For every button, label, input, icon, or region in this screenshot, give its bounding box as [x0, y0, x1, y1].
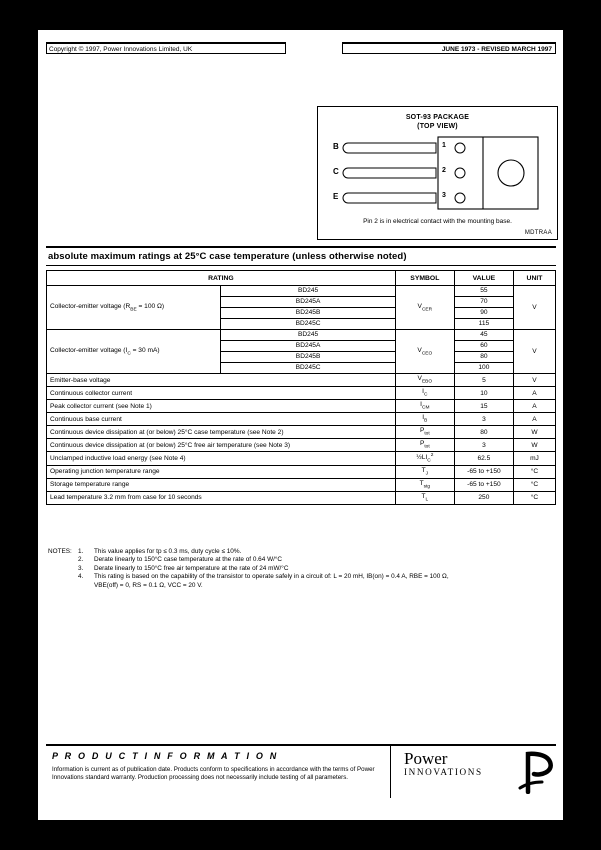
symbol-text: V — [417, 302, 422, 310]
brand-line-1: Power — [404, 749, 448, 768]
lead-label-c: C — [333, 167, 339, 176]
rating-text: Collector-emitter voltage (I — [50, 346, 128, 354]
unit: A — [513, 387, 555, 400]
absolute-maximum-ratings-table — [46, 270, 556, 505]
rating-text: Unclamped inductive load energy (see Note 4) — [47, 452, 396, 466]
part-number: BD245B — [221, 352, 394, 363]
symbol-cell — [395, 400, 454, 413]
symbol-cell — [395, 374, 454, 387]
symbol-text: V — [417, 375, 422, 383]
unit: W — [513, 426, 555, 439]
symbol-cell — [395, 478, 454, 491]
note-text: Derate linearly to 150°C free air temperature at the rate of 24 mW/°C — [94, 564, 289, 572]
value: 62.5 — [454, 452, 513, 466]
symbol-subscript: tot — [424, 431, 430, 437]
symbol-cell — [395, 286, 454, 330]
symbol-subscript: CER — [421, 307, 433, 313]
unit: mJ — [513, 452, 555, 466]
part-number: BD245A — [221, 341, 394, 352]
unit: A — [513, 413, 555, 426]
symbol-text: I — [422, 388, 424, 396]
lead-label-b: B — [333, 142, 339, 151]
rating-subscript: BE — [130, 307, 137, 313]
rating-text: Continuous device dissipation at (or below) 25°C free air temperature (see Note 3) — [47, 439, 396, 452]
value-list-cell — [454, 286, 513, 330]
package-diagram — [317, 106, 558, 240]
value: 3 — [454, 413, 513, 426]
unit: V — [513, 374, 555, 387]
symbol-subscript: L — [425, 497, 429, 503]
rating-text: Continuous base current — [47, 413, 396, 426]
drawing-code: MDTRAA — [524, 230, 552, 236]
table-row — [47, 426, 556, 439]
symbol-cell — [395, 330, 454, 374]
power-innovations-mark-icon — [516, 748, 562, 794]
revision-date: JUNE 1973 - REVISED MARCH 1997 — [342, 42, 556, 54]
unit: V — [513, 286, 555, 330]
value: 115 — [478, 320, 490, 327]
symbol-text: T — [421, 466, 426, 474]
part-number: BD245C — [295, 320, 321, 327]
column-header-unit: UNIT — [513, 271, 555, 286]
symbol-subscript: J — [425, 471, 429, 477]
table-row — [47, 465, 556, 478]
rating-text: Peak collector current (see Note 1) — [47, 400, 396, 413]
symbol-text: V — [417, 346, 422, 354]
symbol-subscript: B — [424, 418, 428, 424]
value: 3 — [454, 439, 513, 452]
pin-number-2: 2 — [442, 167, 446, 174]
table-row — [47, 400, 556, 413]
symbol-subscript: C — [427, 458, 431, 464]
rating-subscript: C — [127, 351, 131, 357]
table-row — [47, 374, 556, 387]
pin-number-1: 1 — [442, 142, 446, 149]
value: 250 — [454, 491, 513, 504]
value: -65 to +150 — [454, 478, 513, 491]
value-list-cell — [454, 330, 513, 374]
rating-text: Operating junction temperature range — [47, 465, 396, 478]
copyright-text: Copyright © 1997, Power Innovations Limited, UK — [46, 42, 286, 54]
section-title: absolute maximum ratings at 25°C case temperature (unless otherwise noted) — [46, 246, 556, 266]
page-header — [46, 42, 556, 56]
company-logo-text — [404, 750, 483, 777]
note-text: Derate linearly to 150°C case temperature at the rate of 0.64 W/°C — [94, 556, 283, 564]
note-item: 3. Derate linearly to 150°C free air temperature at the rate of 24 mW/°C — [78, 564, 289, 572]
value: 60 — [455, 341, 513, 352]
symbol-subscript: CEO — [421, 351, 433, 357]
symbol-text: T — [421, 492, 426, 500]
value: 90 — [455, 308, 513, 319]
column-header-value: VALUE — [454, 271, 513, 286]
symbol-text: I — [420, 401, 422, 409]
rating-tail: = 100 Ω) — [136, 302, 165, 310]
note-text: This rating is based on the capability of the transistor to operate safely in a circuit of: L = 20 mH, IB(on) = 0.4 A, RBE = 100 Ω, — [94, 573, 449, 581]
table-row — [47, 491, 556, 504]
symbol-subscript: C — [424, 392, 428, 398]
document-page — [38, 30, 563, 820]
symbol-text: T — [419, 479, 424, 487]
table-row — [47, 452, 556, 466]
symbol-cell — [395, 491, 454, 504]
part-number: BD245 — [221, 286, 394, 297]
unit: W — [513, 439, 555, 452]
footer-divider — [390, 746, 391, 798]
lead-label-e: E — [333, 192, 339, 201]
symbol-cell — [395, 439, 454, 452]
note-item: 2. Derate linearly to 150°C case temperature at the rate of 0.64 W/°C — [78, 556, 283, 564]
value: 15 — [454, 400, 513, 413]
table-row — [47, 330, 556, 374]
symbol-text: I — [422, 414, 425, 422]
symbol-subscript: tot — [424, 444, 430, 450]
pin-number-3: 3 — [442, 192, 446, 199]
symbol-cell — [395, 413, 454, 426]
part-number: BD245B — [221, 308, 394, 319]
unit: °C — [513, 491, 555, 504]
note-item: 4. This rating is based on the capability of the transistor to operate safely in a circuit of: L = 20 mH, IB(on) = 0.4 A, RBE = 100 Ω, — [78, 573, 449, 581]
page-footer — [46, 744, 556, 798]
table-row — [47, 439, 556, 452]
table-row — [47, 387, 556, 400]
note-item-continuation: VBE(off) = 0, RS = 0.1 Ω, VCC = 20 V. — [94, 581, 203, 589]
rating-text: Continuous collector current — [47, 387, 396, 400]
brand-line-2: INNOVATIONS — [404, 767, 483, 777]
part-number: BD245A — [221, 297, 394, 308]
unit: V — [513, 330, 555, 374]
value: 55 — [455, 286, 513, 297]
rating-text: Lead temperature 3.2 mm from case for 10 seconds — [47, 491, 396, 504]
package-note: Pin 2 is in electrical contact with the mounting base. — [363, 218, 512, 225]
rating-tail: = 30 mA) — [130, 346, 160, 354]
symbol-cell — [395, 426, 454, 439]
note-text: This value applies for tp ≤ 0.3 ms, duty cycle ≤ 10%. — [94, 548, 242, 555]
symbol-text: P — [419, 427, 425, 435]
value: 70 — [455, 297, 513, 308]
value: 80 — [455, 352, 513, 363]
table-row — [47, 478, 556, 491]
table-row — [47, 286, 556, 330]
value: -65 to +150 — [454, 465, 513, 478]
part-list-cell — [221, 286, 395, 330]
symbol-subscript: CM — [422, 405, 430, 411]
unit: °C — [513, 465, 555, 478]
value: 10 — [454, 387, 513, 400]
rating-text: Storage temperature range — [47, 478, 396, 491]
product-information-heading: P R O D U C T I N F O R M A T I O N — [52, 751, 279, 761]
part-list-cell — [221, 330, 395, 374]
table-header-row — [47, 271, 556, 286]
symbol-superscript: 2 — [430, 453, 434, 458]
column-header-rating: RATING — [47, 271, 396, 286]
symbol-text: P — [419, 440, 425, 448]
part-number: BD245 — [221, 330, 394, 341]
unit: °C — [513, 478, 555, 491]
value: 80 — [454, 426, 513, 439]
symbol-cell — [395, 465, 454, 478]
package-title-line2: (TOP VIEW) — [417, 123, 458, 130]
part-number: BD245C — [295, 364, 321, 371]
note-item: 1. This value applies for tp ≤ 0.3 ms, duty cycle ≤ 10%. — [78, 548, 242, 555]
symbol-subscript: EBO — [421, 379, 433, 385]
symbol-subscript: stg — [423, 484, 431, 490]
symbol-text: ½LI — [416, 454, 428, 462]
notes-block — [48, 548, 553, 590]
rating-text: Collector-emitter voltage (R — [50, 302, 131, 310]
value: 100 — [478, 364, 490, 371]
value: 45 — [455, 330, 513, 341]
column-header-symbol: SYMBOL — [395, 271, 454, 286]
disclaimer-text: Information is current as of publication date. Products conform to specifications in accordance with the terms of Power Innovations standard warranty. Production processing does not necessarily include testing of all parameters. — [52, 766, 375, 781]
value: 5 — [454, 374, 513, 387]
symbol-cell — [395, 452, 454, 466]
unit: A — [513, 400, 555, 413]
notes-label: NOTES: — [48, 548, 72, 555]
symbol-cell — [395, 387, 454, 400]
package-title-line1: SOT-93 PACKAGE — [405, 114, 470, 121]
rating-text: Emitter-base voltage — [47, 374, 396, 387]
rating-text: Continuous device dissipation at (or below) 25°C case temperature (see Note 2) — [47, 426, 396, 439]
table-row — [47, 413, 556, 426]
